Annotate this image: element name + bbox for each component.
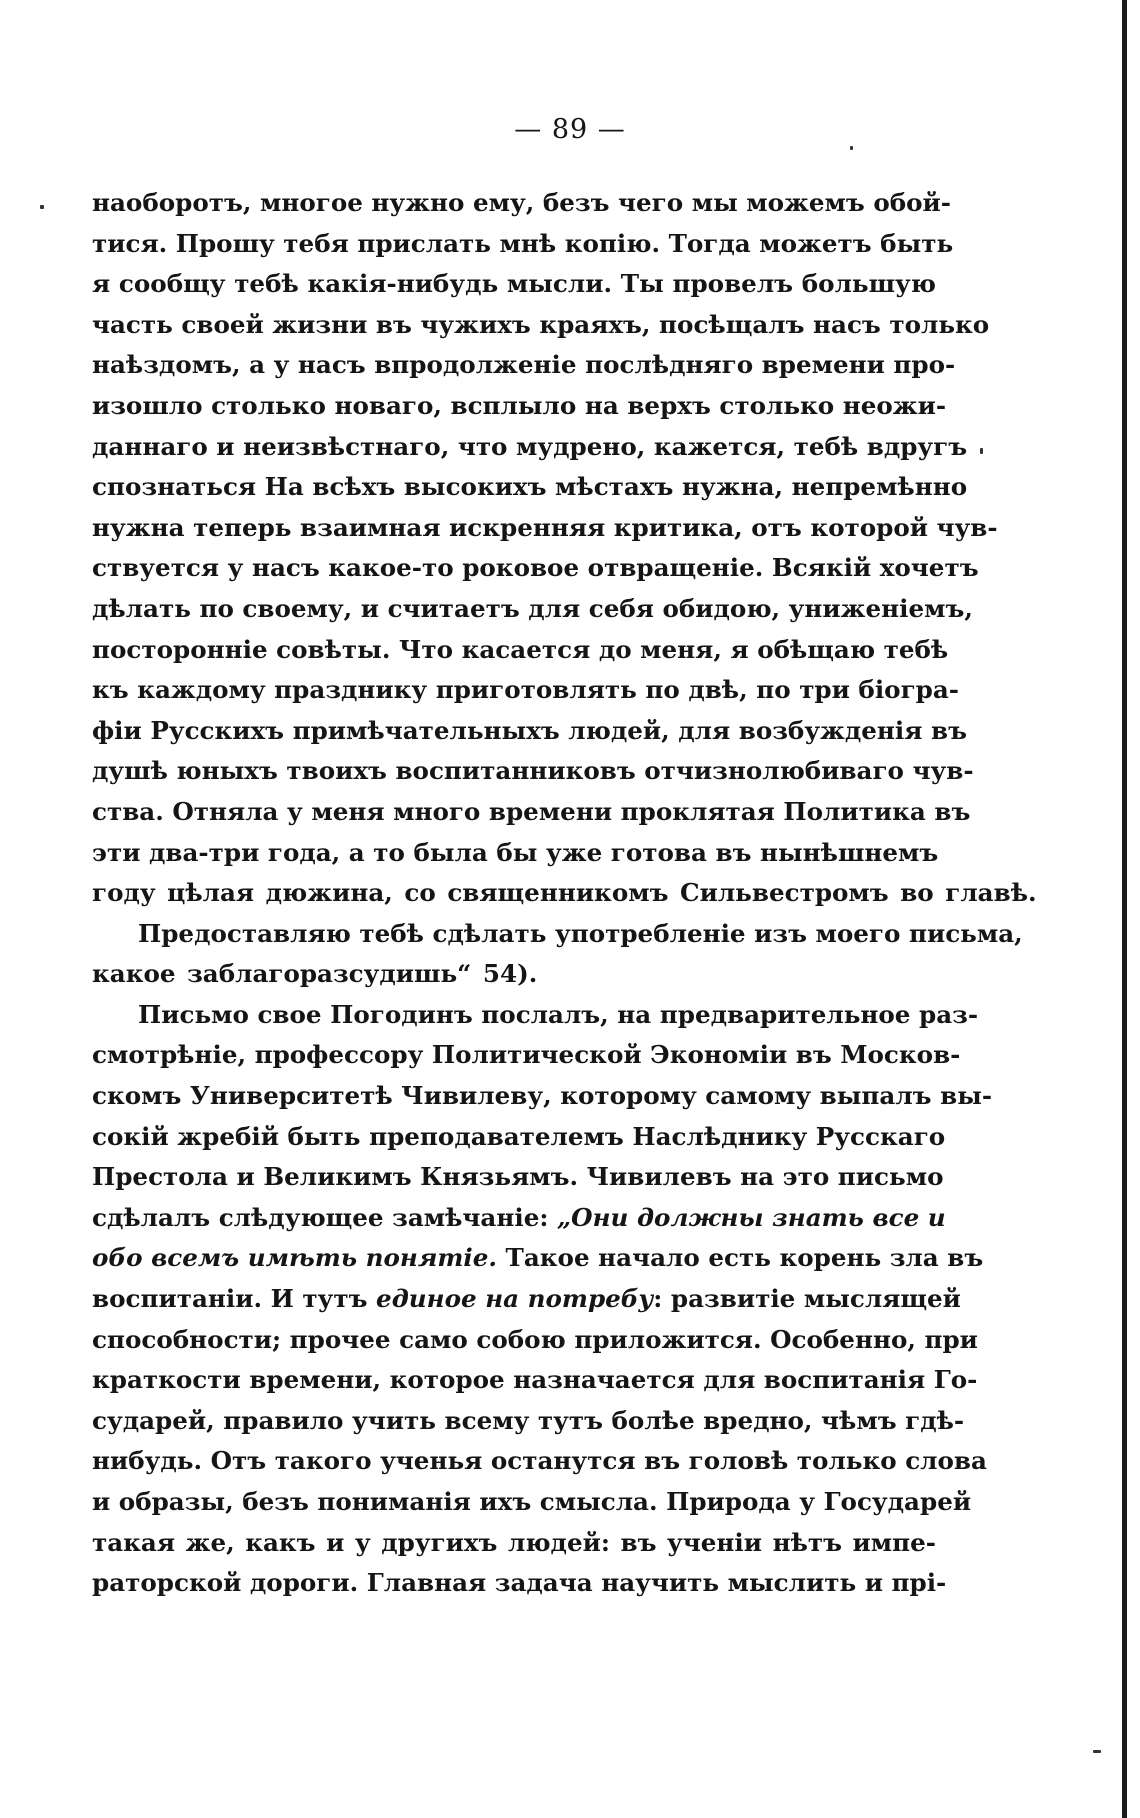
italic-quote: обо всемъ имѣть понятіе. xyxy=(92,1243,497,1273)
text-line: фіи Русскихъ примѣчательныхъ людей, для возбужденія въ xyxy=(92,715,967,745)
text-line: способности; прочее само собою приложится. Особенно, при xyxy=(92,1324,978,1354)
text-segment: Такое начало есть корень зла въ xyxy=(496,1243,984,1273)
text-line: тися. Прошу тебя прислать мнѣ копію. Тогда можетъ быть xyxy=(92,228,954,258)
scan-speck xyxy=(980,448,983,454)
text-line: изошло столько новаго, всплыло на верхъ столько неожи- xyxy=(92,390,947,420)
text-line: краткости времени, которое назначается для воспитанія Го- xyxy=(92,1365,978,1395)
text-line: Предоставляю тебѣ сдѣлать употребленіе изъ моего письма, xyxy=(138,918,1023,948)
text-line: и образы, безъ пониманія ихъ смысла. Природа у Государей xyxy=(92,1487,972,1516)
italic-phrase: единое на потребу xyxy=(376,1284,654,1314)
page-edge-rule xyxy=(1122,0,1127,1818)
text-line: раторской дороги. Главная задача научить мыслить и прі- xyxy=(92,1568,947,1598)
text-line: нибудь. Отъ такого ученья останутся въ головѣ только слова xyxy=(92,1446,987,1476)
text-line: дѣлать по своему, и считаетъ для себя обидою, униженіемъ, xyxy=(92,593,973,623)
scan-speck xyxy=(850,146,853,150)
text-line: наоборотъ, многое нужно ему, безъ чего мы можемъ обой- xyxy=(92,188,951,217)
scan-speck xyxy=(1093,1750,1101,1753)
text-line: спознаться На всѣхъ высокихъ мѣстахъ нужна, непремѣнно xyxy=(92,472,968,502)
text-line: часть своей жизни въ чужихъ краяхъ, посѣщалъ насъ только xyxy=(92,309,990,339)
text-segment: сдѣлалъ слѣдующее замѣчаніе: xyxy=(92,1202,557,1232)
text-line: Письмо свое Погодинъ послалъ, на предварительное раз- xyxy=(138,999,979,1029)
text-line: ства. Отняла у меня много времени проклятая Политика въ xyxy=(92,796,971,826)
text-line: эти два-три года, а то была бы уже готова въ нынѣшнемъ xyxy=(92,837,939,867)
text-line: сокій жребій быть преподавателемъ Наслѣднику Русскаго xyxy=(92,1121,946,1151)
text-line: душѣ юныхъ твоихъ воспитанниковъ отчизнолюбиваго чув- xyxy=(92,756,974,786)
text-line xyxy=(92,1198,946,1239)
body-text xyxy=(92,183,1037,1604)
italic-quote: „Они должны знать все и xyxy=(557,1202,946,1232)
text-line: году цѣлая дюжина, со священникомъ Сильвестромъ во главѣ. xyxy=(92,878,1037,908)
text-line: наѣздомъ, а у насъ впродолженіе послѣдняго времени про- xyxy=(92,350,956,380)
text-line: даннаго и неизвѣстнаго, что мудрено, кажется, тебѣ вдругъ xyxy=(92,431,968,461)
text-line: нужна теперь взаимная искренняя критика, отъ которой чув- xyxy=(92,512,998,542)
text-line: ствуется у насъ какое-то роковое отвращеніе. Всякій хочетъ xyxy=(92,553,979,583)
text-line: къ каждому празднику приготовлять по двѣ, по три біогра- xyxy=(92,675,959,705)
text-line: Престола и Великимъ Князьямъ. Чивилевъ на это письмо xyxy=(92,1162,944,1192)
text-segment: : развитіе мыслящей xyxy=(653,1284,961,1314)
text-line xyxy=(92,1279,961,1320)
text-line: такая же, какъ и у другихъ людей: въ ученіи нѣтъ импе- xyxy=(92,1527,936,1557)
page-number: — 89 — xyxy=(514,114,626,145)
text-line: я сообщу тебѣ какія-нибудь мысли. Ты провелъ большую xyxy=(92,269,936,299)
text-line: посторонніе совѣты. Что касается до меня, я обѣщаю тебѣ xyxy=(92,634,949,664)
scan-speck xyxy=(40,205,44,209)
text-line xyxy=(92,1238,984,1279)
text-line: скомъ Университетѣ Чивилеву, которому самому выпалъ вы- xyxy=(92,1081,993,1111)
text-segment: воспитаніи. И тутъ xyxy=(92,1284,377,1314)
text-line: какое заблагоразсудишь“ 54). xyxy=(92,959,538,989)
text-line: сударей, правило учить всему тутъ болѣе вредно, чѣмъ гдѣ- xyxy=(92,1405,965,1435)
text-line: смотрѣніе, профессору Политической Экономіи въ Москов- xyxy=(92,1040,961,1070)
